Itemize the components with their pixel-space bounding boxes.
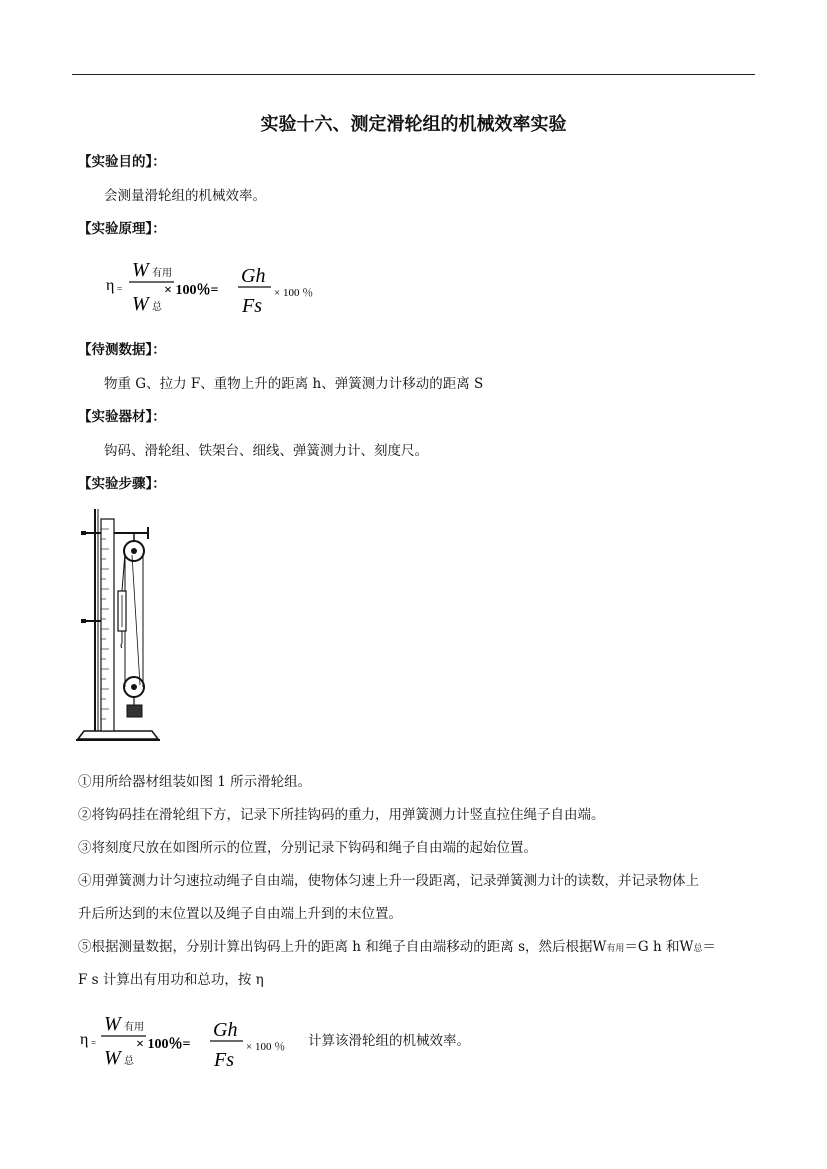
header-rule	[72, 74, 755, 75]
pulley-apparatus-figure	[74, 503, 164, 747]
formula2-w-num: W	[104, 1013, 121, 1035]
formula2-eta: η	[80, 1031, 89, 1048]
formula2-fs: Fs	[214, 1049, 234, 1071]
steps-heading: 【实验步骤】：	[78, 476, 166, 492]
principle-heading: 【实验原理】：	[78, 221, 166, 237]
formula2-w-den-sub: 总	[124, 1056, 134, 1067]
step-5	[78, 935, 758, 955]
efficiency-formula	[104, 252, 334, 324]
formula-w-num: W	[132, 259, 149, 281]
formula2-w-den: W	[104, 1047, 121, 1069]
formula-times-100: × 100％=	[164, 283, 219, 298]
formula-times-100-small: × 100 ％	[274, 287, 314, 299]
formula-gh: Gh	[241, 265, 266, 287]
formula2-times-100-small: × 100 ％	[246, 1041, 286, 1053]
step-5-part1: ⑤根据测量数据，分别计算出钩码上升的距离 h 和绳子自由端移动的距离 s，然后根据W	[78, 939, 607, 955]
formula-eq: =	[117, 284, 123, 294]
step-5-sub-total: 总	[693, 944, 703, 954]
purpose-text: 会测量滑轮组的机械效率。	[104, 188, 266, 204]
formula-fs: Fs	[242, 295, 262, 317]
step-3: ③将刻度尺放在如图所示的位置，分别记录下钩码和绳子自由端的起始位置。	[78, 840, 537, 856]
step-5-part2: ＝G h 和W	[624, 939, 694, 955]
formula2-w-num-sub: 有用	[124, 1022, 144, 1033]
formula-eta: η	[106, 277, 115, 294]
step-5-sub-useful: 有用	[606, 944, 625, 954]
page-title: 实验十六、测定滑轮组的机械效率实验	[260, 114, 567, 135]
step-2: ②将钩码挂在滑轮组下方，记录下所挂钩码的重力，用弹簧测力计竖直拉住绳子自由端。	[78, 807, 605, 823]
formula2-eq: =	[91, 1038, 97, 1048]
step-5-part3: ＝	[702, 939, 716, 955]
step-5-line2: F s 计算出有用功和总功，按 η	[78, 972, 264, 988]
data-heading: 【待测数据】：	[78, 342, 166, 358]
efficiency-formula-2	[78, 1006, 308, 1078]
equipment-heading: 【实验器材】：	[78, 409, 166, 425]
formula-w-num-sub: 有用	[152, 268, 172, 279]
formula-w-den: W	[132, 293, 149, 315]
step-1: ①用所给器材组装如图 1 所示滑轮组。	[78, 774, 312, 790]
purpose-heading: 【实验目的】：	[78, 154, 166, 170]
formula2-gh: Gh	[213, 1019, 238, 1041]
step-4-continued: 升后所达到的末位置以及绳子自由端上升到的末位置。	[78, 906, 402, 922]
formula-w-den-sub: 总	[152, 302, 162, 313]
step-5-tail: 计算该滑轮组的机械效率。	[308, 1033, 470, 1049]
equipment-text: 钩码、滑轮组、铁架台、细线、弹簧测力计、刻度尺。	[104, 443, 428, 459]
formula2-times-100: × 100％=	[136, 1037, 191, 1052]
step-4: ④用弹簧测力计匀速拉动绳子自由端，使物体匀速上升一段距离，记录弹簧测力计的读数，并记录物体上	[78, 873, 699, 889]
data-text: 物重 G、拉力 F、重物上升的距离 h、弹簧测力计移动的距离 S	[104, 376, 484, 392]
